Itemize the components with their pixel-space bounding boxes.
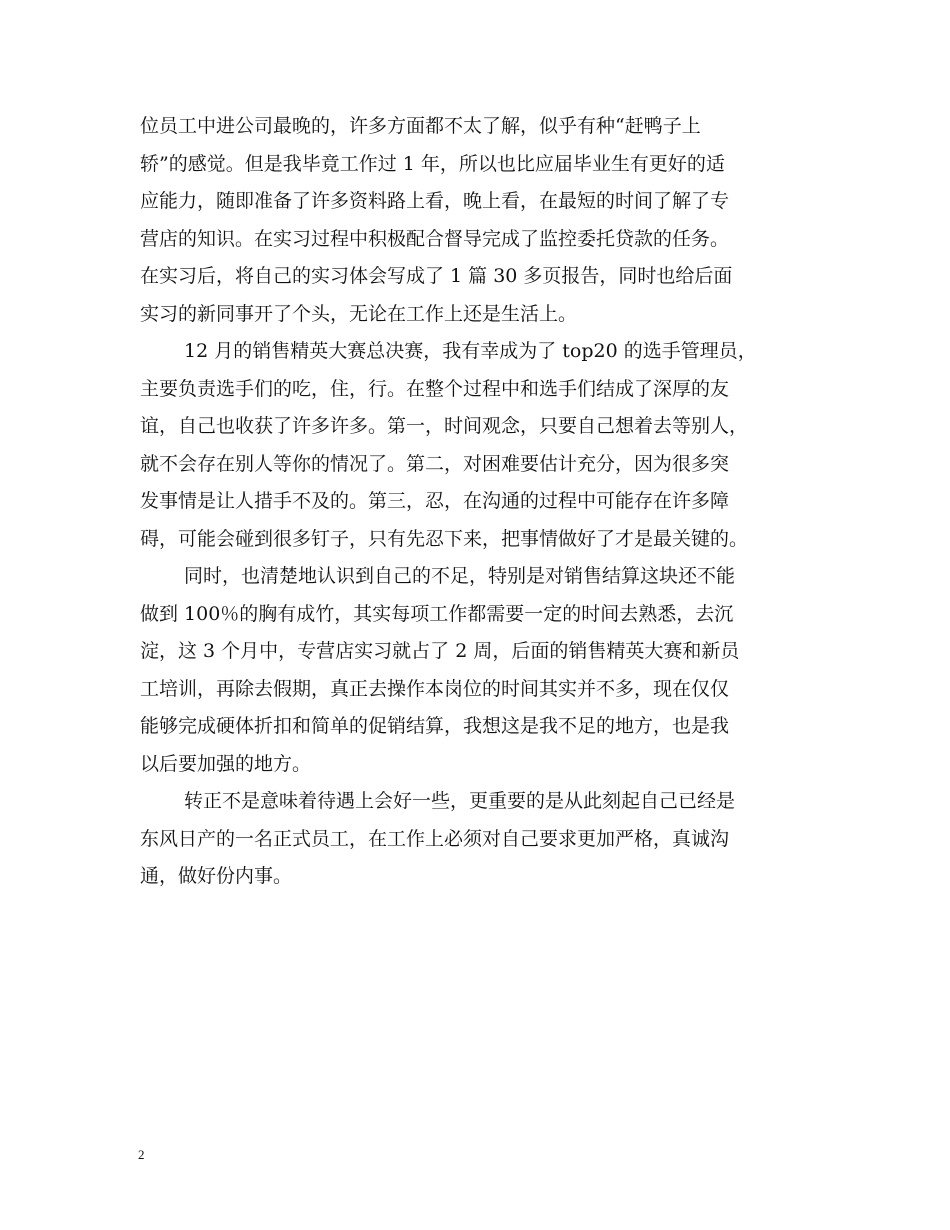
text-line: 轿”的感觉。但是我毕竟工作过 1 年，所以也比应届毕业生有更好的适 [140, 152, 725, 175]
text-line: 位员工中进公司最晚的，许多方面都不太了解，似乎有种“赶鸭子上 [140, 115, 701, 137]
text-line: 谊，自己也收获了许多许多。第一，时间观念，只要自己想着去等别人， [140, 415, 749, 437]
text-line: 东风日产的一名正式员工，在工作上必须对自己要求更加严格，真诚沟 [140, 827, 730, 850]
text-line: 做到 100％的胸有成竹，其实每项工作都需要一定的时间去熟悉，去沉 [140, 602, 734, 625]
text-line: 主要负责选手们的吃，住，行。在整个过程中和选手们结成了深厚的友 [140, 377, 730, 400]
text-line: 在实习后，将自己的实习体会写成了 1 篇 30 多页报告，同时也给后面 [140, 265, 733, 287]
text-line: 营店的知识。在实习过程中积极配合督导完成了监控委托贷款的任务。 [140, 227, 730, 250]
page-number: 2 [138, 1147, 145, 1162]
text-line: 淀，这 3 个月中，专营店实习就占了 2 周，后面的销售精英大赛和新员 [140, 640, 740, 662]
paragraph-first-line: 转正不是意味着待遇上会好一些，更重要的是从此刻起自己已经是 [184, 790, 736, 812]
text-line: 就不会存在别人等你的情况了。第二，对困难要估计充分，因为很多突 [140, 452, 730, 475]
text-line: 碍，可能会碰到很多钉子，只有先忍下来，把事情做好了才是最关键的。 [140, 527, 749, 550]
text-line: 发事情是让人措手不及的。第三，忍，在沟通的过程中可能存在许多障 [140, 490, 730, 512]
document-body [140, 108, 830, 896]
text-line: 实习的新同事开了个头，无论在工作上还是生活上。 [140, 302, 578, 325]
paragraph-first-line: 同时，也清楚地认识到自己的不足，特别是对销售结算这块还不能 [184, 565, 736, 587]
text-line: 通，做好份内事。 [140, 865, 293, 887]
paragraph-first-line: 12 月的销售精英大赛总决赛，我有幸成为了 top20 的选手管理员， [184, 340, 757, 362]
text-line: 工培训，再除去假期，真正去操作本岗位的时间其实并不多，现在仅仅 [140, 677, 730, 700]
text-line: 以后要加强的地方。 [140, 752, 312, 775]
text-line: 能够完成硬体折扣和简单的促销结算，我想这是我不足的地方，也是我 [140, 715, 730, 737]
text-line: 应能力，随即准备了许多资料路上看，晚上看，在最短的时间了解了专 [140, 190, 730, 212]
